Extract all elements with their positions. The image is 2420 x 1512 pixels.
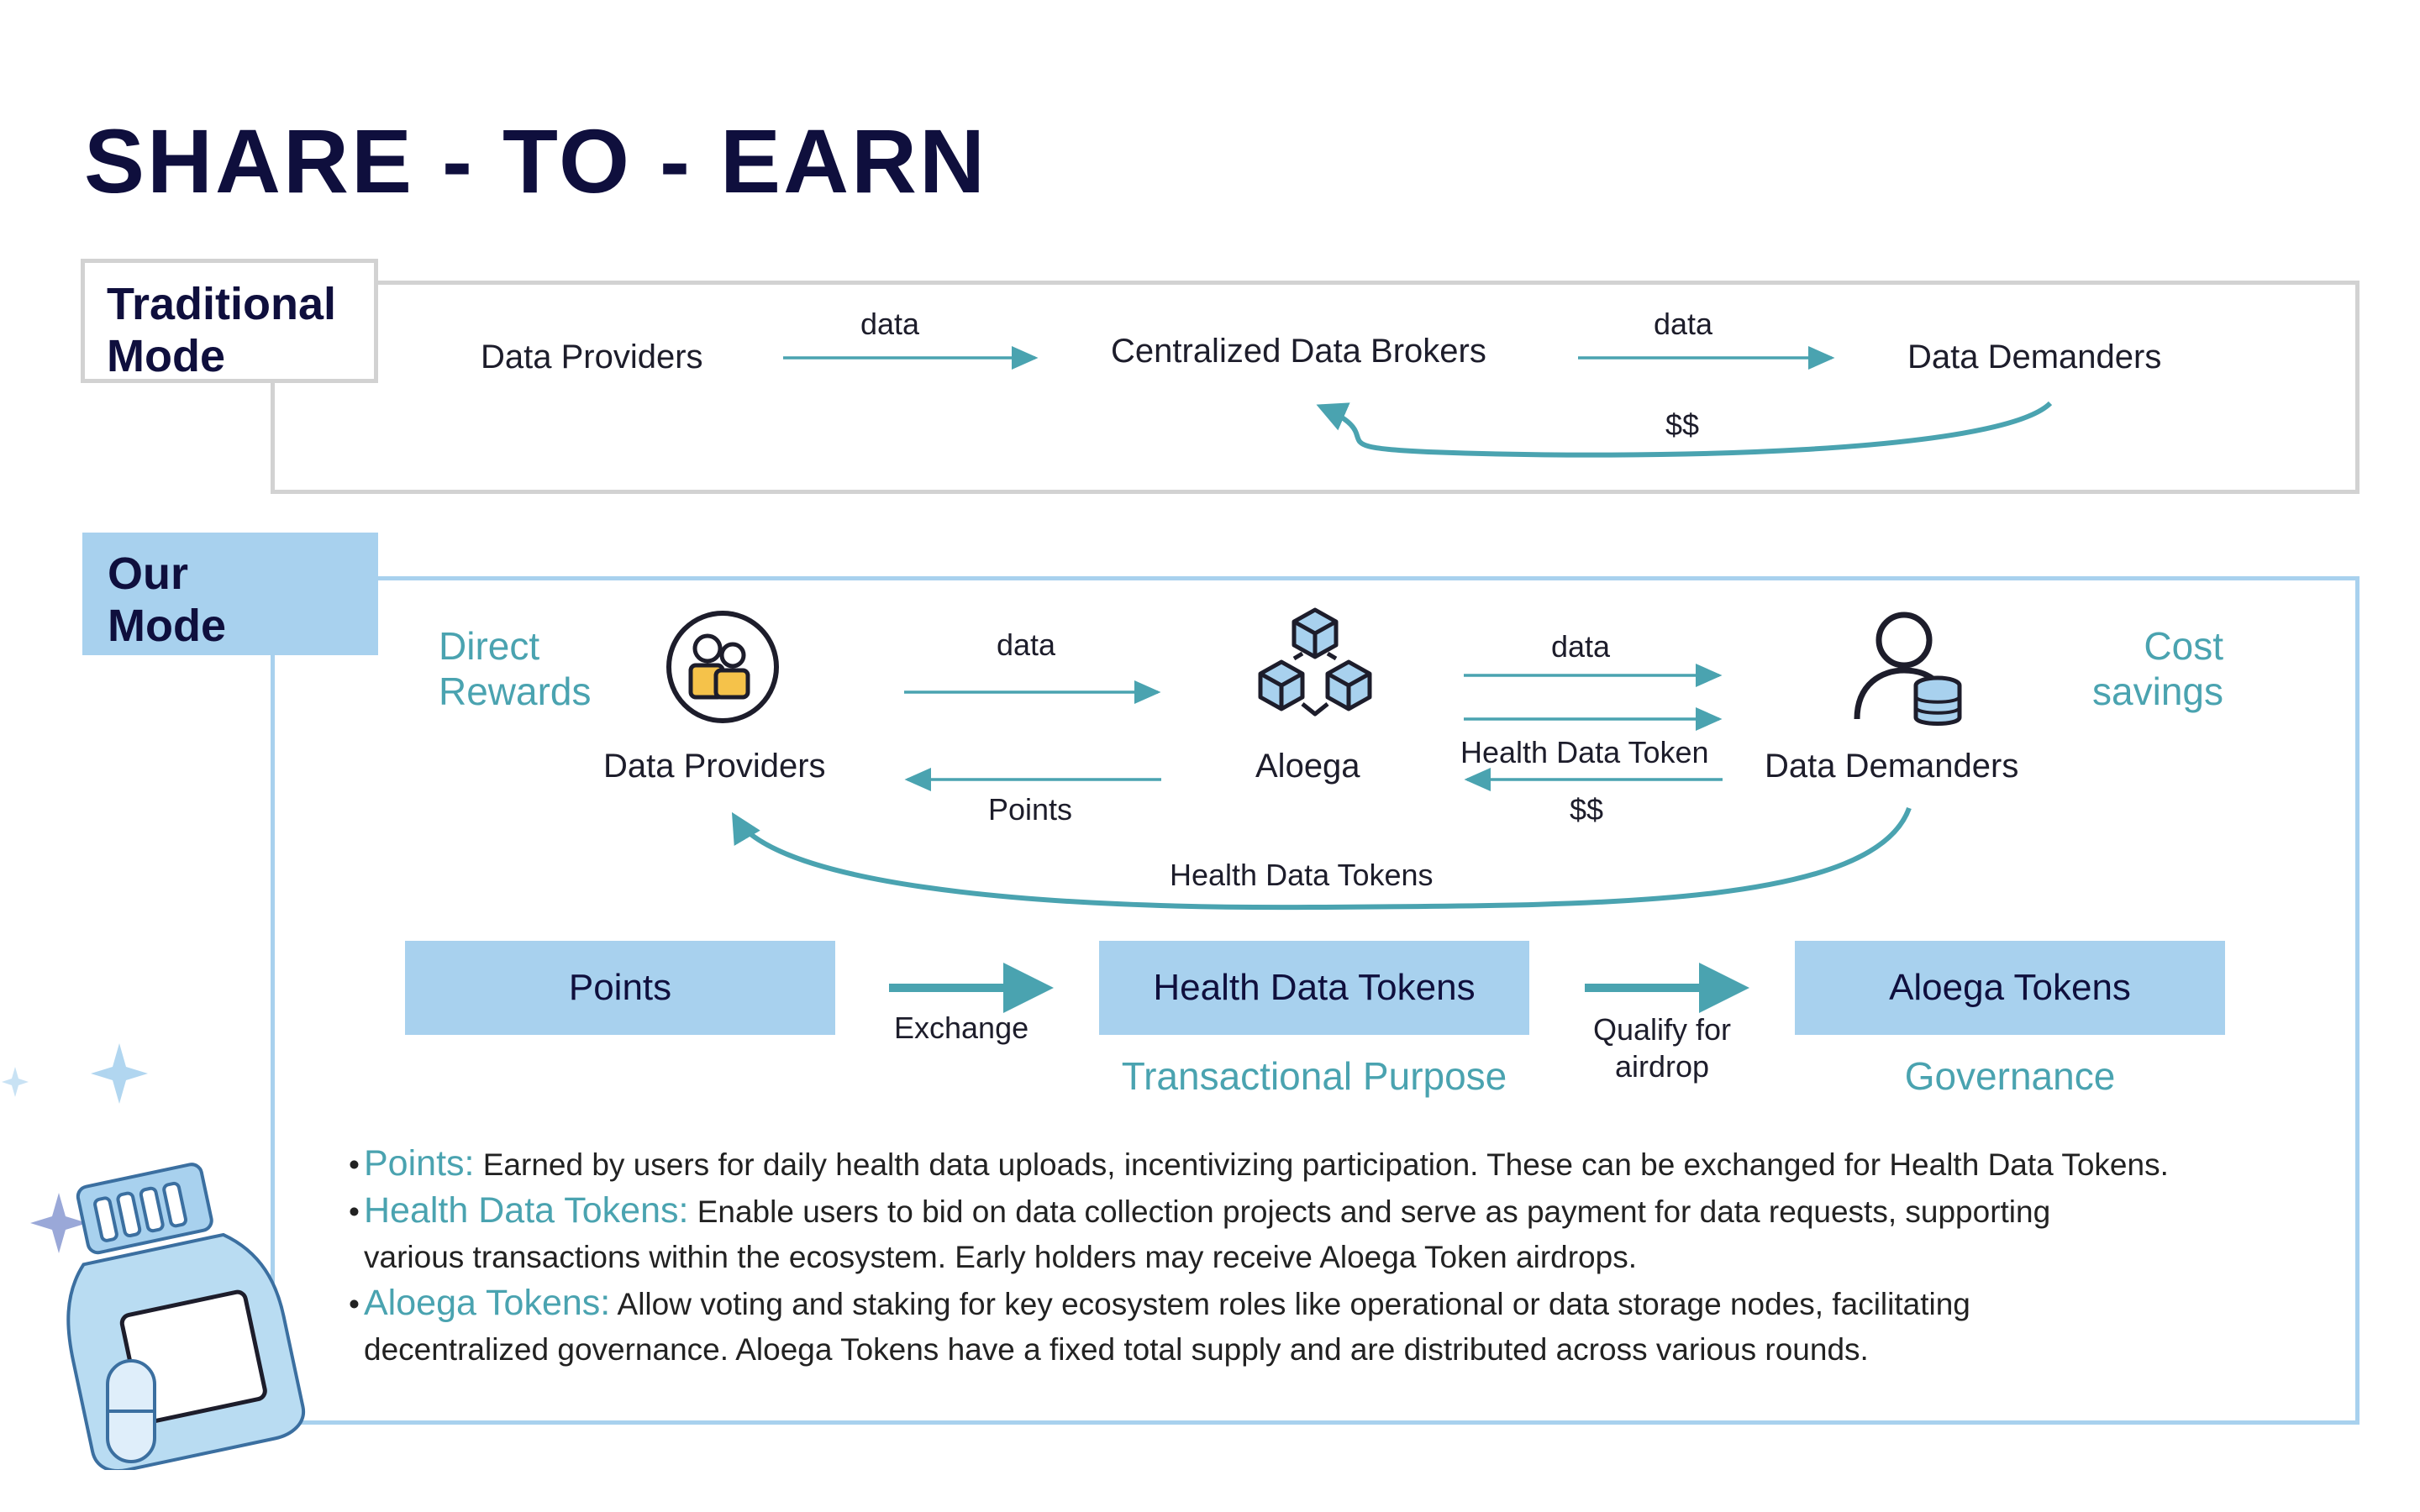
cost-savings-line2: savings (2092, 669, 2223, 713)
our-label-health-tokens-return: Health Data Tokens (1170, 858, 1434, 892)
pill-bottle-illustration (0, 1033, 336, 1470)
our-label-health-token: Health Data Token (1460, 735, 1709, 769)
trad-label-data-1: data (860, 307, 920, 341)
note-text: Allow voting and staking for key ecosystem roles like operational or data storage nodes, facilitating (617, 1287, 1970, 1321)
note-text: Earned by users for daily health data uploads, incentivizing participation. These can be exchanged for Health Data Tokens. (482, 1147, 2169, 1182)
trad-data-demanders: Data Demanders (1907, 339, 2162, 375)
qualify-label (1580, 1011, 1744, 1085)
points-box: Points (405, 941, 835, 1035)
note-points (349, 1141, 2332, 1188)
sparkle-icon (91, 1043, 148, 1104)
our-label-data-1: data (997, 627, 1056, 662)
our-data-providers: Data Providers (603, 748, 826, 785)
trad-brokers: Centralized Data Brokers (1111, 333, 1486, 370)
note-text-cont: decentralized governance. Aloega Tokens have a fixed total supply and are distributed across various rounds. (364, 1332, 1869, 1367)
qualify-line1: Qualify for (1592, 1012, 1732, 1047)
our-tag-line1: Our (108, 549, 189, 599)
direct-rewards-line2: Rewards (439, 669, 592, 713)
qualify-line2: airdrop (1614, 1049, 1710, 1084)
note-aloega-tokens (349, 1280, 2332, 1373)
exchange-label: Exchange (894, 1011, 1029, 1045)
cubes-icon (1252, 603, 1378, 729)
direct-rewards-line1: Direct (439, 624, 540, 668)
people-icon (664, 608, 781, 726)
note-term: Health Data Tokens: (364, 1190, 689, 1231)
our-label-money: $$ (1570, 792, 1604, 827)
our-label-data-2: data (1551, 629, 1611, 664)
health-data-tokens-box: Health Data Tokens (1099, 941, 1529, 1035)
notes-list (349, 1141, 2332, 1373)
note-text: Enable users to bid on data collection projects and serve as payment for data requests, supporting (697, 1194, 2051, 1229)
note-term: Aloega Tokens: (364, 1283, 611, 1323)
our-aloega: Aloega (1255, 748, 1360, 785)
trad-label-money: $$ (1665, 407, 1700, 442)
transactional-purpose-label: Transactional Purpose (1121, 1054, 1507, 1098)
bullet: • (349, 1147, 360, 1182)
trad-label-data-2: data (1654, 307, 1713, 341)
bullet: • (349, 1287, 360, 1321)
note-health-data-tokens (349, 1188, 2332, 1280)
our-data-demanders: Data Demanders (1765, 748, 2019, 785)
trad-data-providers: Data Providers (481, 339, 703, 375)
traditional-tag-line1: Traditional (107, 279, 337, 329)
governance-label: Governance (1904, 1054, 2116, 1098)
traditional-tag-line2: Mode (107, 331, 225, 381)
page-title: SHARE - TO - EARN (84, 110, 988, 212)
cost-savings-line1: Cost (2144, 624, 2223, 668)
note-text-cont: various transactions within the ecosystem. Early holders may receive Aloega Token airdrops. (364, 1240, 1637, 1274)
our-tag-line2: Mode (108, 601, 226, 651)
cost-savings-label (2075, 623, 2223, 714)
user-database-icon (1849, 608, 1966, 726)
sparkle-icon (2, 1067, 29, 1097)
our-label-points: Points (988, 792, 1073, 827)
note-term: Points: (364, 1143, 475, 1184)
direct-rewards-label (439, 623, 592, 714)
bullet: • (349, 1194, 360, 1229)
aloega-tokens-box: Aloega Tokens (1795, 941, 2225, 1035)
